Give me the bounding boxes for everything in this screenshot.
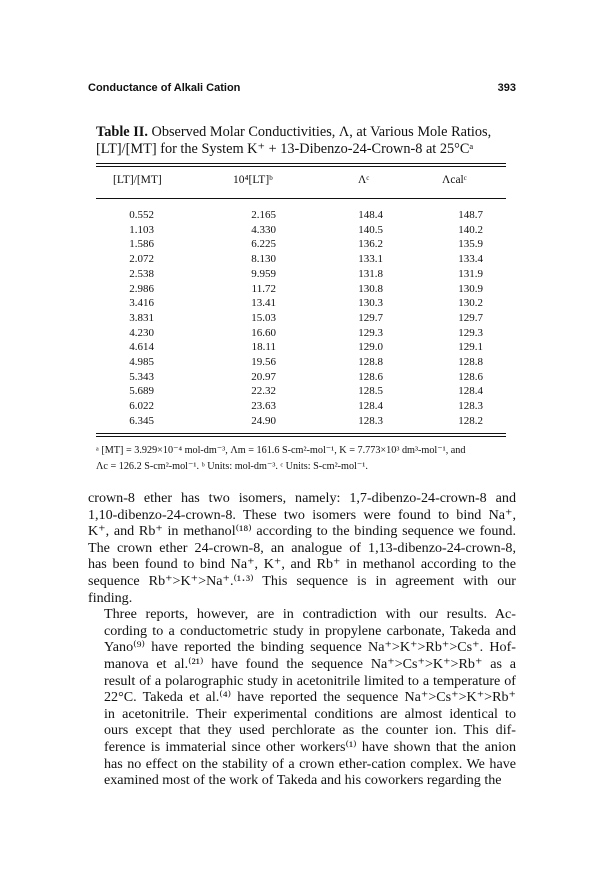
column-header-concentration: 10⁴[LT]ᵇ xyxy=(233,174,273,186)
table-cell: 135.9 xyxy=(458,238,483,251)
page-number: 393 xyxy=(497,82,516,94)
table-cell: 128.3 xyxy=(358,414,383,427)
table-cell: 148.7 xyxy=(458,209,483,221)
text-line: in acetonitrile. Their experimental conditions are almost identical to xyxy=(104,705,516,722)
table-cell: 136.2 xyxy=(358,238,383,251)
table-cell: 2.165 xyxy=(251,209,276,221)
table-cell: 3.416 xyxy=(129,297,154,310)
text-line: has no effect on the stability of a crown ether-cation complex. We have xyxy=(104,755,516,772)
paragraph-2 xyxy=(88,606,516,789)
text-line: Three reports, however, are in contradiction with our results. Ac- xyxy=(104,606,516,623)
table-cell: 22.32 xyxy=(251,385,276,398)
text-line: cording to a conductometric study in propylene carbonate, Takeda and xyxy=(104,622,516,639)
table-row xyxy=(0,326,604,340)
table-cell: 131.9 xyxy=(458,267,483,280)
table-cell: 4.985 xyxy=(129,356,154,368)
table-cell: 140.5 xyxy=(358,223,383,236)
table-row xyxy=(0,296,604,310)
table-cell: 5.343 xyxy=(129,370,154,383)
table-bottom-rule xyxy=(96,433,506,434)
table-row xyxy=(0,340,604,354)
text-line: manova et al.⁽²¹⁾ have found the sequence Na⁺>Cs⁺>K⁺>Rb⁺ as a xyxy=(104,655,516,672)
text-line: ference is immaterial since other workers⁽¹⁾ have shown that the anion xyxy=(104,738,516,755)
table-caption xyxy=(96,124,536,158)
text-line: has been found to bind Na⁺, K⁺, and Rb⁺ in methanol according to the xyxy=(88,556,516,573)
table-cell: 128.4 xyxy=(358,400,383,413)
table-cell: 16.60 xyxy=(251,326,276,339)
table-header-rule xyxy=(96,198,506,199)
table-cell: 128.8 xyxy=(358,356,383,368)
table-cell: 130.3 xyxy=(358,297,383,310)
table-cell: 133.1 xyxy=(358,253,383,266)
table-cell: 20.97 xyxy=(251,370,276,383)
table-cell: 148.4 xyxy=(358,209,383,221)
table-cell: 128.3 xyxy=(458,400,483,413)
table-cell: 4.330 xyxy=(251,223,276,236)
table-cell: 128.6 xyxy=(358,370,383,383)
table-bottom-rule-2 xyxy=(96,436,506,437)
table-cell: 3.831 xyxy=(129,311,154,324)
table-cell: 8.130 xyxy=(251,253,276,266)
running-title: Conductance of Alkali Cation xyxy=(88,82,241,94)
table-row xyxy=(0,384,604,398)
table-top-rule xyxy=(96,163,506,164)
table-top-rule-2 xyxy=(96,166,506,167)
table-cell: 11.72 xyxy=(251,282,276,295)
table-cell: 15.03 xyxy=(251,311,276,324)
text-line: Yano⁽⁹⁾ have reported the binding sequence Na⁺>K⁺>Rb⁺>Cs⁺. Hof- xyxy=(104,639,516,656)
table-row xyxy=(0,252,604,266)
text-line: K⁺, and Rb⁺ in methanol⁽¹⁸⁾ according to the binding sequence we found. xyxy=(88,523,516,540)
text-line: 22°C. Takeda et al.⁽⁴⁾ have reported the sequence Na⁺>Cs⁺>K⁺>Rb⁺ xyxy=(104,689,516,706)
table-cell: 5.689 xyxy=(129,385,154,398)
table-cell: 129.1 xyxy=(458,341,483,354)
running-head xyxy=(88,82,516,94)
table-row xyxy=(0,223,604,237)
text-line: examined most of the work of Takeda and his coworkers regarding the xyxy=(104,772,502,789)
table-label: Table II. xyxy=(96,124,148,140)
table-cell: 19.56 xyxy=(251,356,276,368)
table-cell: 128.4 xyxy=(458,385,483,398)
table-cell: 128.5 xyxy=(358,385,383,398)
table-cell: 129.0 xyxy=(358,341,383,354)
table-cell: 9.959 xyxy=(251,267,276,280)
text-line: crown-8 ether has two isomers, namely: 1,7-dibenzo-24-crown-8 and xyxy=(88,490,516,506)
table-cell: 130.2 xyxy=(458,297,483,310)
table-cell: 6.345 xyxy=(129,414,154,427)
text-line: sequence Rb⁺>K⁺>Na⁺.⁽¹·³⁾ This sequence is in agreement with our xyxy=(88,572,516,589)
table-cell: 133.4 xyxy=(458,253,483,266)
text-line: finding. xyxy=(88,589,133,606)
table-cell: 4.230 xyxy=(129,326,154,339)
text-line: 1,10-dibenzo-24-crown-8. These two isomers were found to bind Na⁺, xyxy=(88,506,516,523)
body-text xyxy=(88,490,516,789)
table-row xyxy=(0,311,604,325)
table-cell: 128.6 xyxy=(458,370,483,383)
text-line: ours except that they used perchlorate as the counter ion. This dif- xyxy=(104,722,516,739)
table-cell: 4.614 xyxy=(129,341,154,354)
table-cell: 13.41 xyxy=(251,297,276,310)
column-header-calculated: Λcalᶜ xyxy=(442,174,467,186)
table-cell: 2.072 xyxy=(129,253,154,266)
table-cell: 129.7 xyxy=(358,311,383,324)
table-row xyxy=(0,355,604,369)
table-row xyxy=(0,282,604,296)
table-cell: 129.3 xyxy=(358,326,383,339)
table-row xyxy=(0,267,604,281)
table-cell: 129.3 xyxy=(458,326,483,339)
table-cell: 6.022 xyxy=(129,400,154,413)
text-line: result of a polarographic study in acetonitrile limited to a temperature of xyxy=(104,672,516,689)
table-cell: 130.8 xyxy=(358,282,383,295)
table-cell: 0.552 xyxy=(129,209,154,221)
table-cell: 1.103 xyxy=(129,223,154,236)
table-cell: 129.7 xyxy=(458,311,483,324)
table-row xyxy=(0,208,604,222)
table-row xyxy=(0,370,604,384)
table-cell: 130.9 xyxy=(458,282,483,295)
table-cell: 18.11 xyxy=(251,341,276,354)
table-cell: 1.586 xyxy=(129,238,154,251)
table-cell: 2.986 xyxy=(129,282,154,295)
caption-line-1: Observed Molar Conductivities, Λ, at Various Mole Ratios, xyxy=(151,124,492,140)
table-cell: 128.2 xyxy=(458,414,483,427)
column-header-ratio: [LT]/[MT] xyxy=(113,174,162,186)
table-cell: 140.2 xyxy=(458,223,483,236)
table-cell: 2.538 xyxy=(129,267,154,280)
table-cell: 23.63 xyxy=(251,400,276,413)
caption-line-2: [LT]/[MT] for the System K⁺ + 13-Dibenzo-24-Crown-8 at 25°Cᵃ xyxy=(96,141,474,157)
table-row xyxy=(0,237,604,251)
footnote-line-2: Λc = 126.2 S-cm²-mol⁻¹. ᵇ Units: mol-dm⁻³. ᶜ Units: S-cm²-mol⁻¹. xyxy=(96,461,368,472)
footnote-line-1: ᵃ [MT] = 3.929×10⁻⁴ mol-dm⁻³, Λm = 161.6 S-cm²-mol⁻¹, K = 7.773×10³ dm³-mol⁻¹, and xyxy=(96,445,466,456)
paragraph-1 xyxy=(88,490,516,606)
table-row xyxy=(0,414,604,428)
table-row xyxy=(0,399,604,413)
table-cell: 6.225 xyxy=(251,238,276,251)
text-line: The crown ether 24-crown-8, an analogue of 1,13-dibenzo-24-crown-8, xyxy=(88,539,516,556)
column-header-observed: Λᶜ xyxy=(358,174,370,186)
table-cell: 128.8 xyxy=(458,356,483,368)
table-cell: 24.90 xyxy=(251,414,276,427)
table-cell: 131.8 xyxy=(358,267,383,280)
table-footnote xyxy=(96,443,516,475)
